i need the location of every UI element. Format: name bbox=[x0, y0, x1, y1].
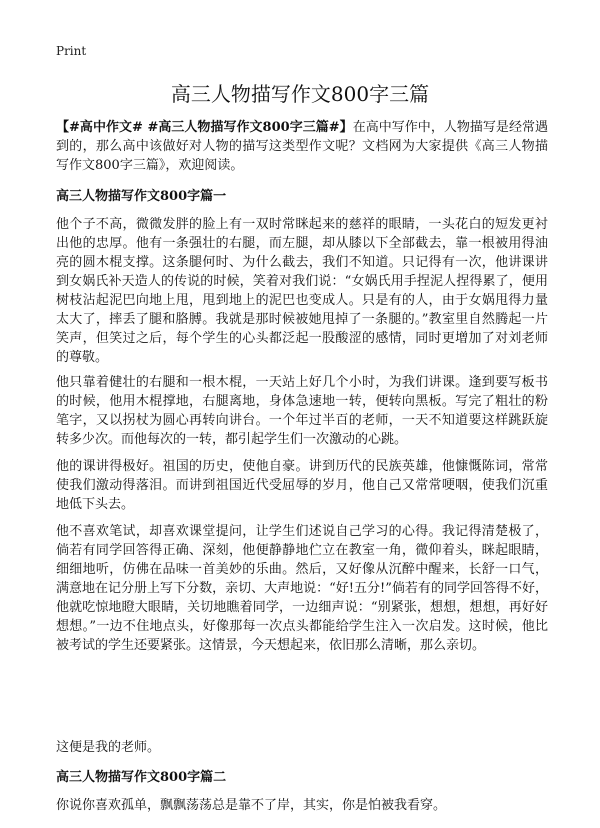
paragraph-1: 他个子不高，微微发胖的脸上有一双时常眯起来的慈祥的眼睛，一头花白的短发更衬出他的忠厚。他有一条强壮的右腿，而左腿，却从膝以下全部截去，靠一根被用得油亮的圆木棍支撑。这条腿何时、为什么截去，我们不知道。只记得有一次，他讲课讲到女娲氏补天造人的传说的时候，笑着对我们说：“女娲氏用手捏泥人捏得累了，便用树枝沾起泥巴向地上甩，甩到地上的泥巴也变成人。只是有的人，由于女娲甩得力量太大了，摔丢了腿和胳膊。我就是那时候被她甩掉了一条腿的。”教室里自然腾起一片笑声，但笑过之后，每个学生的心头都泛起一股酸涩的感情，同时更增加了对刘老师的尊敬。 bbox=[56, 217, 548, 365]
intro-tag: 【#高中作文# #高三人物描写作文800字三篇#】 bbox=[56, 120, 353, 135]
paragraph-4: 他不喜欢笔试，却喜欢课堂提问，让学生们述说自己学习的心得。我记得清楚极了，倘若有同学回答得正确、深刻，他便静静地伫立在教室一角，微仰着头，眯起眼睛，细细地听，仿佛在品味一首美妙的乐曲。然后，又好像从沉醉中醒来，长舒一口气，满意地在记分册上写下分数，亲切、大声地说：“好!五分!”倘若有的同学回答得不好，他就吃惊地瞪大眼睛，关切地瞧着同学，一边细声说：“别紧张，想想，想想，再好好想想。”一边不住地点头，好像那每一次点头都能给学生注入一次启发。这时候，他比被考试的学生还要紧张。这情景，今天想起来，依旧那么清晰，那么亲切。 bbox=[56, 524, 548, 653]
paragraph-2: 他只靠着健壮的右腿和一根木棍，一天站上好几个小时，为我们讲课。逢到要写板书的时候，他用木棍撑地，右腿离地，身体急速地一转，便转向黑板。写完了粗壮的粉笔字，又以拐杖为圆心再转向讲台。一个年过半百的老师，一天不知道要这样跳跃旋转多少次。而他每次的一转，都引起学生们一次激动的心跳。 bbox=[56, 375, 548, 447]
section-heading-2: 高三人物描写作文800字篇二 bbox=[56, 770, 227, 785]
paragraph-5: 这便是我的老师。 bbox=[56, 740, 161, 755]
print-link[interactable]: Print bbox=[56, 44, 87, 58]
intro-text: 在高中写作中，人物描写是经常遇到的，那么高中该做好对人物的描写这类型作文呢？文档网为大家提供《高三人物描写作文800字三篇》，欢迎阅读。 bbox=[56, 120, 548, 173]
intro-paragraph bbox=[56, 118, 548, 175]
paragraph-3: 他的课讲得极好。祖国的历史，使他自豪。讲到历代的民族英雄，他慷慨陈词，常常使我们激动得落泪。而讲到祖国近代受屈辱的岁月，他自己又常常哽咽，使我们沉重地低下头去。 bbox=[56, 459, 548, 512]
section-heading-1: 高三人物描写作文800字篇一 bbox=[56, 189, 227, 204]
page-title: 高三人物描写作文800字三篇 bbox=[170, 82, 430, 106]
paragraph-6: 你说你喜欢孤单，飘飘荡荡总是靠不了岸，其实，你是怕被我看穿。 bbox=[56, 798, 447, 813]
